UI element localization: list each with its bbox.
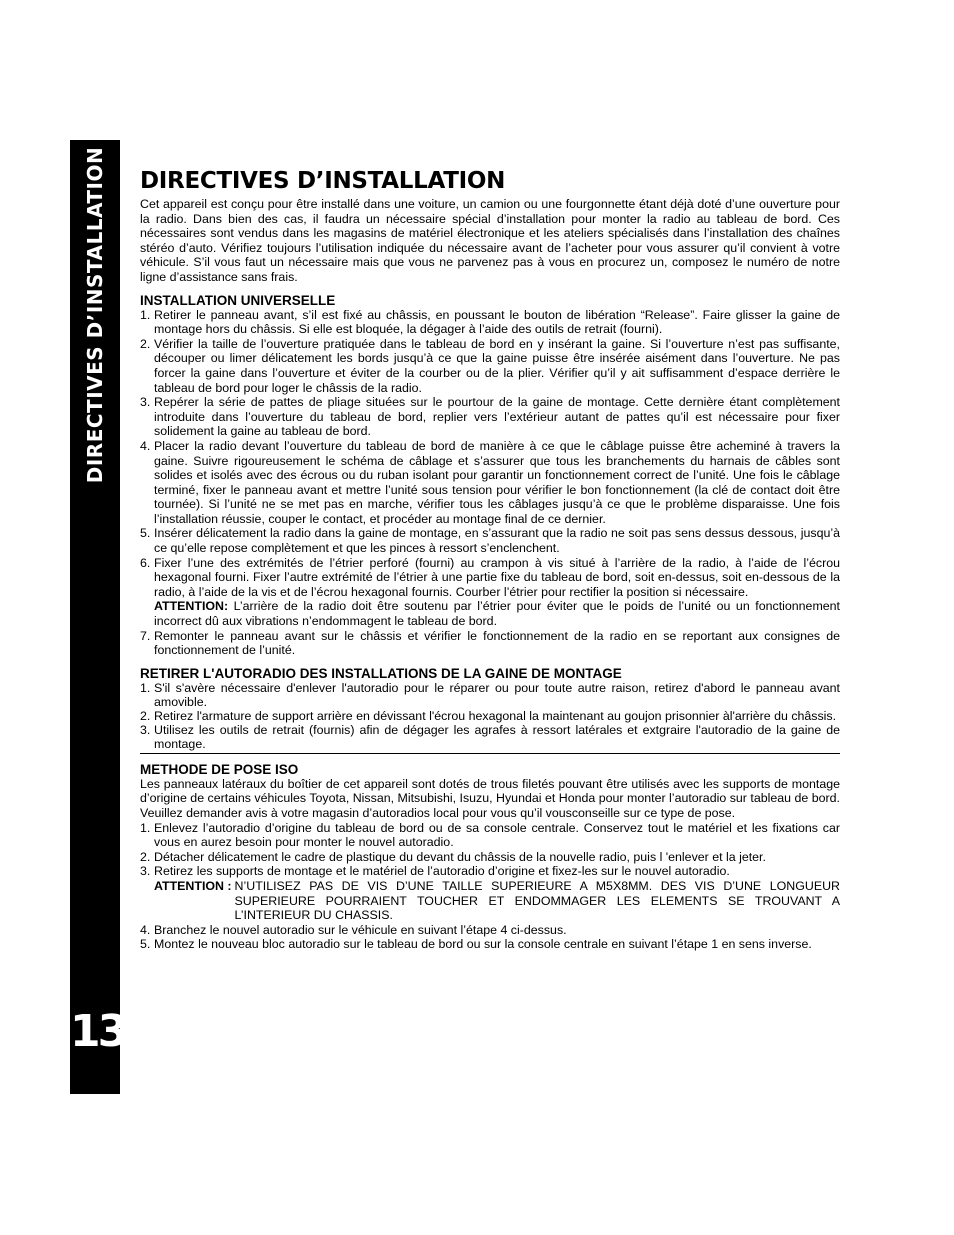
removal-list [140,681,840,751]
item-number: 2. [140,336,151,351]
list-item [140,937,840,952]
item-number: 1. [140,307,151,322]
item-number: 3. [140,395,151,410]
universal-list [140,308,840,600]
item-text: Utilisez les outils de retrait (fournis) afin de dégager les agrafes à ressort latérales et extgraire l'autoradio de la gaine de montage. [154,722,840,751]
item-text: Détacher délicatement le cadre de plastique du devant du châssis de la nouvelle radio, puis l 'enlever et la jeter. [154,849,766,864]
item-text: Montez le nouveau bloc autoradio sur le tableau de bord ou sur la console centrale en suivant l’étape 1 en sens inverse. [154,937,812,952]
item-text: Placer la radio devant l’ouverture du tableau de bord de manière à ce que le câblage puisse être acheminé à travers la gaine. Suivre rigoureusement le schéma de câblage et s’assurer que tous les branchements du harnais de câbles sont solides et isolés avec des écrous ou du ruban isolant pour garantir un fonctionnement correct de l’unité. Une fois le câblage terminé, fixer le panneau avant et mettre l’unité sous tension pour vérifier le bon fonctionnement (la clé de contact doit être tournée). Si l’unité ne se met pas en marche, vérifier tous les câblages jusqu’à ce que le problème disparaisse. Une fois l’installation réussie, couper le contact, et procéder au montage final de ce dernier. [154,438,840,526]
item-number: 5. [140,937,151,952]
attention-text: L’arrière de la radio doit être soutenu par l’étrier pour éviter que le poids de l’unité ou un fonctionnement incorrect dû aux vibrations n’endommagent le tableau de bord. [154,599,840,629]
item-number: 1. [140,820,151,835]
item-text: Vérifier la taille de l’ouverture pratiquée dans le tableau de bord en y insérant la gaine. Si l’ouverture n’est pas suffisante, découper ou limer délicatement les bords jusqu’à ce que la gaine puisse être insérée aisément dans l’ouverture. Ne pas forcer la gaine dans l’ouverture et éviter de la courber ou de la plier. Vérifier qu’il y ait suffisamment d’espace derrière le tableau de bord pour loger le châssis de la radio. [154,336,840,395]
item-number: 4. [140,922,151,937]
item-text: Branchez le nouvel autoradio sur le véhicule en suivant l’étape 4 ci-dessus. [154,922,567,937]
page-title: DIRECTIVES D’INSTALLATION [140,168,506,194]
item-number: 3. [140,722,151,737]
list-item [140,681,840,709]
item-number: 2. [140,849,151,864]
list-item [140,395,840,439]
intro-paragraph: Cet appareil est conçu pour être installé dans une voiture, un camion ou une fourgonnette étant déjà doté d’une ouverture pour la radio. Dans bien des cas, il faudra un nécessaire spécial d’installation pour monter la radio au tableau de bord. Ces nécessaires sont vendus dans les magasins de matériel électronique et les ateliers spécialisés dans l’installation des chaînes stéréo d’auto. Vérifiez toujours l’utilisation indiquée du nécessaire avant de l’acheter pour vous assurer qu’il convient à votre véhicule. S’il vous faut un nécessaire mais que vous ne parvenez pas à vous en procurez un, composez le numéro de notre ligne d’assistance sans frais. [140,197,840,284]
iso-list-end [140,923,840,952]
item-number: 1. [140,680,151,695]
attention-label: ATTENTION : [154,878,232,893]
attention-note [140,599,840,628]
iso-intro: Les panneaux latéraux du boîtier de cet appareil sont dotés de trous filetés pouvant être utilisés avec les supports de montage d’origine de certains véhicules Toyota, Nissan, Mitsubishi, Isuzu, Hyundai et Honda pour monter l’autoradio sur tableau de bord. Veuillez demander avis à votre magasin d’autoradios local pour vous qu’il vousconseille sur ce type de pose. [140,776,840,820]
item-number: 7. [140,628,151,643]
item-text: Remonter le panneau avant sur le châssis et vérifier le fonctionnement de la radio en se reportant aux consignes de fonctionnement de l’unité. [154,628,840,658]
iso-list [140,821,840,879]
list-item [140,439,840,527]
universal-heading: INSTALLATION UNIVERSELLE [140,292,336,308]
item-number: 2. [140,708,151,723]
item-text: Retirez l'armature de support arrière en dévissant l'écrou hexagonal la maintenant au goujon prisonnier àl'arrière du châssis. [154,708,837,723]
list-item [140,821,840,850]
item-text: Fixer l’une des extrémités de l’étrier perforé (fourni) au crampon à vis situé à l’arrière de la radio, à l’aide de l’écrou hexagonal fourni. Fixer l’autre extrémité de l’étrier à une partie fixe du tableau de bord, soit en-dessus, soit en-dessous de la radio, à l’aide de la vis et de l’écrou hexagonal fournis. Courber l’étrier pour rectifier la position si nécessaire. [154,555,840,599]
item-text: Retirez les supports de montage et le matériel de l’autoradio d’origine et fixez-les sur le nouvel autoradio. [154,864,730,879]
item-number: 4. [140,438,151,453]
sidebar-title: DIRECTIVES D’INSTALLATION [83,146,107,484]
list-item [140,923,840,938]
page-number: 13 [70,1006,126,1057]
sidebar [70,140,126,1094]
list-item [140,526,840,555]
item-text: Repérer la série de pattes de pliage situées sur le pourtour de la gaine de montage. Cette dernière étant complètement introduite dans l’ouverture du tableau de bord, replier vers l’extérieur autant de pattes qu’il est nécessaire pour fixer solidement la gaine au tableau de bord. [154,395,840,439]
iso-attention-note [140,879,840,923]
list-item [140,629,840,658]
list-item [140,864,840,879]
removal-heading: RETIRER L'AUTORADIO DES INSTALLATIONS DE LA GAINE DE MONTAGE [140,665,622,681]
list-item [140,337,840,395]
section-divider [140,753,840,754]
list-item [140,850,840,865]
item-text: S'il s'avère nécessaire d'enlever l'autoradio pour le réparer ou pour toute autre raison, retirez d'abord le panneau avant amovible. [154,680,840,709]
universal-list-end [140,629,840,658]
main-content [140,166,840,952]
item-text: Enlevez l’autoradio d’origine du tableau de bord ou de sa console centrale. Conservez tout le matériel et les fixations car vous en aurez besoin pour monter le nouvel autoradio. [154,820,840,850]
item-text: Retirer le panneau avant, s’il est fixé au châssis, en poussant le bouton de libération “Release”. Faire glisser la gaine de montage hors du châssis. Si elle est bloquée, la dégager à l’aide des outils de retrait (fourni). [154,307,840,337]
attention-label: ATTENTION: [154,599,229,614]
attention-text: N’UTILISEZ PAS DE VIS D’UNE TAILLE SUPERIEURE A M5X8MM. DES VIS D’UNE LONGUEUR SUPERIEURE POURRAIENT TOUCHER ET ENDOMMAGER LES ELEMENTS SE TROUVANT A L’INTERIEUR DU CHASSIS. [234,878,840,923]
item-number: 3. [140,864,151,879]
list-item [140,556,840,600]
iso-heading: METHODE DE POSE ISO [140,761,299,777]
item-number: 6. [140,555,151,570]
list-item [140,723,840,751]
list-item [140,709,840,723]
item-text: Insérer délicatement la radio dans la gaine de montage, en s’assurant que la radio ne soit pas sens dessus dessous, jusqu’à ce qu’elle repose complètement et que les pinces à ressort s’enclenchent. [154,526,840,556]
item-number: 5. [140,526,151,541]
list-item [140,308,840,337]
